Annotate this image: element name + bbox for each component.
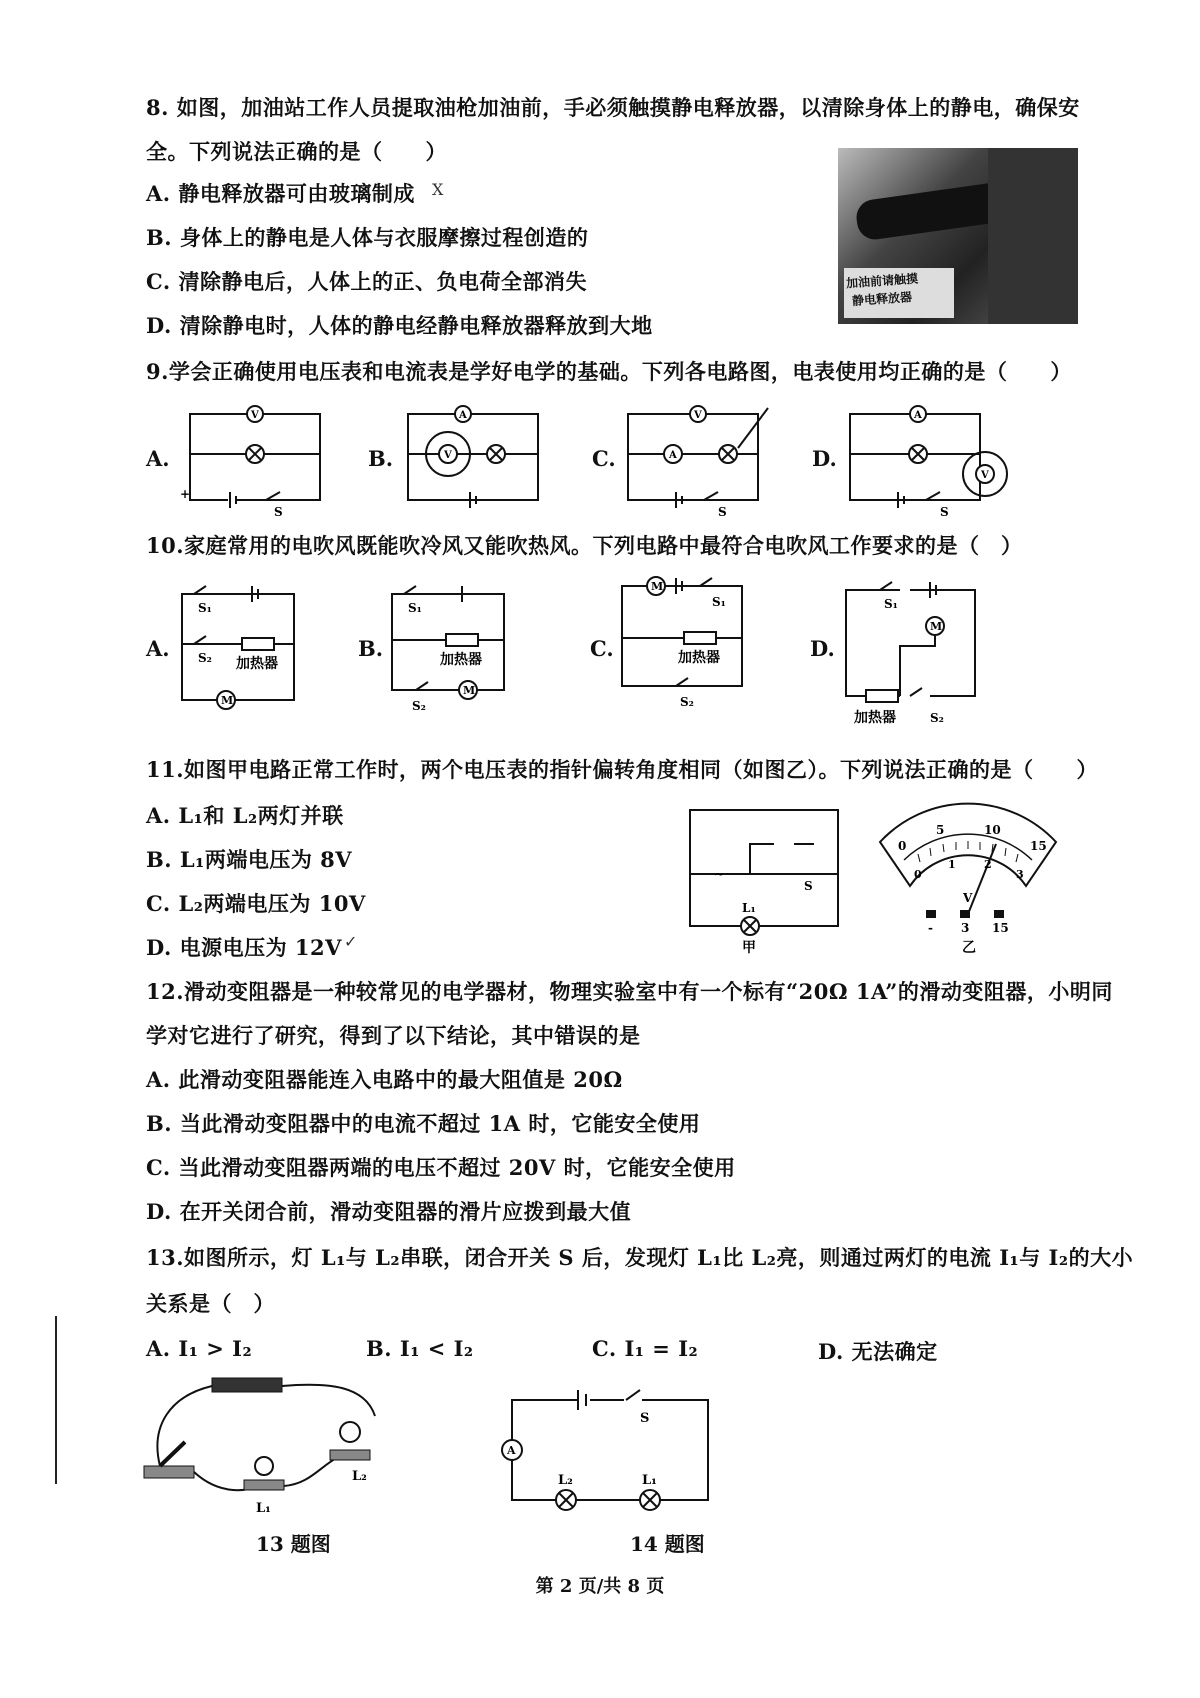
svg-text:S₂: S₂ (930, 711, 944, 725)
q10-c-heater: 加热器 (678, 650, 720, 666)
q10-option-a-label: A. (146, 636, 170, 661)
svg-text:V: V (251, 410, 259, 421)
svg-text:S₁: S₁ (884, 597, 898, 611)
svg-text:A: A (914, 410, 922, 421)
svg-text:L₁: L₁ (256, 1501, 271, 1516)
q11-option-a: A. L₁和 L₂两灯并联 (146, 803, 344, 828)
svg-text:L₁: L₁ (742, 901, 756, 915)
q11-circuit-jia (684, 804, 844, 954)
q13-option-c: C. I₁ = I₂ (592, 1336, 699, 1361)
q13-stem-line1: 13.如图所示，灯 L₁与 L₂串联，闭合开关 S 后，发现灯 L₁比 L₂亮，则通过两灯的电流 I₁与 I₂的大小 (146, 1245, 1134, 1270)
q11-option-c: C. L₂两端电压为 10V (146, 891, 366, 916)
q12-option-c: C. 当此滑动变阻器两端的电压不超过 20V 时，它能安全使用 (146, 1155, 736, 1180)
q10-a-heater: 加热器 (236, 656, 278, 672)
q12-stem-line1: 12.滑动变阻器是一种较常见的电学器材，物理实验室中有一个标有“20Ω 1A”的滑动变阻器，小明同 (146, 979, 1113, 1004)
svg-text:S: S (804, 879, 813, 893)
q11-stem: 11.如图甲电路正常工作时，两个电压表的指针偏转角度相同（如图乙）。下列说法正确的是（ ） (146, 757, 1099, 782)
q12-stem-line2: 学对它进行了研究，得到了以下结论，其中错误的是 (146, 1023, 641, 1048)
svg-text:A: A (507, 1444, 516, 1457)
meter-bottom-0: 0 (914, 868, 922, 881)
q9-circuit-a (180, 408, 330, 519)
svg-text:A: A (669, 450, 677, 461)
svg-text:L₂: L₂ (352, 1469, 367, 1484)
q8-option-a: A. 静电释放器可由玻璃制成 (146, 181, 415, 206)
q10-option-c-label: C. (590, 636, 614, 661)
svg-text:S: S (274, 505, 283, 519)
svg-text:V: V (694, 410, 702, 421)
svg-text:A: A (459, 410, 467, 421)
q9-circuit-b (398, 408, 548, 508)
q10-d-heater: 加热器 (854, 710, 896, 726)
q11-handwritten-check: ✓ (344, 932, 358, 951)
q9-option-b-label: B. (368, 446, 394, 471)
svg-text:S₁: S₁ (198, 601, 212, 615)
meter-top-15: 15 (1030, 839, 1047, 853)
q10-stem: 10.家庭常用的电吹风既能吹冷风又能吹热风。下列电路中最符合电吹风工作要求的是（ ） (146, 533, 1023, 558)
meter-unit: V (963, 891, 973, 905)
q10-circuit-d (840, 576, 990, 726)
q11-option-b: B. L₁两端电压为 8V (146, 847, 353, 872)
q10-circuit-a (176, 584, 306, 714)
q9-option-d-label: D. (812, 446, 837, 471)
svg-text:S₁: S₁ (712, 595, 726, 609)
svg-text:L₁: L₁ (642, 1473, 657, 1488)
q13-option-a: A. I₁ > I₂ (146, 1336, 253, 1361)
q10-option-d-label: D. (810, 636, 835, 661)
q13-option-b: B. I₁ < I₂ (366, 1336, 474, 1361)
svg-text:M: M (221, 694, 234, 707)
q8-photo-caption-2: 静电释放器 (851, 289, 913, 309)
q10-circuit-b (386, 584, 516, 714)
svg-text:V: V (444, 450, 452, 461)
fig13-caption: 13 题图 (256, 1532, 331, 1556)
q12-option-a: A. 此滑动变阻器能连入电路中的最大阻值是 20Ω (146, 1067, 623, 1092)
svg-text:+: + (180, 487, 191, 501)
meter-bottom-3: 3 (1016, 868, 1024, 881)
meter-terminal-3: 3 (961, 921, 970, 935)
svg-text:S: S (718, 505, 727, 519)
q8-stem-line2: 全。下列说法正确的是（ ） (146, 139, 447, 164)
q10-b-heater: 加热器 (440, 652, 482, 668)
svg-text:S₂: S₂ (680, 695, 694, 709)
q11-fig-jia: 甲 (742, 940, 756, 956)
meter-terminal-15: 15 (992, 921, 1009, 935)
q10-option-b-label: B. (358, 636, 384, 661)
fig14-caption: 14 题图 (630, 1532, 705, 1556)
svg-text:S₁: S₁ (408, 601, 422, 615)
q8-photo-caption-1: 加油前请触摸 (845, 271, 919, 291)
svg-text:~: ~ (714, 867, 725, 881)
svg-text:S₂: S₂ (198, 651, 212, 665)
q8-option-b: B. 身体上的静电是人体与衣服摩擦过程创造的 (146, 225, 589, 250)
meter-terminal-neg: - (928, 921, 933, 935)
q8-photo (838, 148, 1078, 324)
q8-handwritten-mark: X (432, 180, 444, 199)
svg-text:M: M (463, 684, 476, 697)
meter-top-0: 0 (898, 839, 907, 853)
q10-circuit-c (616, 576, 756, 716)
q9-option-a-label: A. (146, 446, 170, 471)
q9-option-c-label: C. (592, 446, 616, 471)
q12-option-d: D. 在开关闭合前，滑动变阻器的滑片应拨到最大值 (146, 1199, 632, 1224)
q11-voltmeter-yi (868, 804, 1068, 954)
svg-text:L₂: L₂ (558, 1473, 573, 1488)
svg-text:M: M (651, 580, 664, 593)
q8-option-d: D. 清除静电时，人体的静电经静电释放器释放到大地 (146, 313, 653, 338)
q9-circuit-c (618, 408, 768, 519)
q12-option-b: B. 当此滑动变阻器中的电流不超过 1A 时，它能安全使用 (146, 1111, 701, 1136)
q9-stem: 9.学会正确使用电压表和电流表是学好电学的基础。下列各电路图，电表使用均正确的是（ ） (146, 359, 1072, 384)
q8-option-c: C. 清除静电后，人体上的正、负电荷全部消失 (146, 269, 587, 294)
q13-option-d: D. 无法确定 (818, 1339, 938, 1364)
svg-text:V: V (981, 470, 989, 481)
margin-bar (55, 1316, 57, 1484)
page-footer: 第 2 页/共 8 页 (535, 1576, 665, 1597)
meter-bottom-1: 1 (948, 858, 956, 871)
q13-stem-line2: 关系是（ ） (146, 1291, 275, 1316)
q11-fig-yi: 乙 (962, 940, 976, 956)
q9-circuit-d (840, 408, 1010, 519)
q8-stem-line1: 8. 如图，加油站工作人员提取油枪加油前，手必须触摸静电释放器，以清除身体上的静电，确保安 (146, 95, 1080, 120)
svg-text:S: S (940, 505, 949, 519)
svg-text:S: S (640, 1411, 650, 1426)
svg-text:S₂: S₂ (412, 699, 426, 713)
meter-top-10: 10 (984, 823, 1001, 837)
meter-top-5: 5 (936, 823, 945, 837)
q11-option-d: D. 电源电压为 12V (146, 935, 342, 960)
svg-text:M: M (930, 620, 943, 633)
q13-physical-circuit (140, 1376, 400, 1516)
q14-schematic-circuit (500, 1380, 720, 1520)
meter-bottom-2: 2 (984, 858, 992, 871)
